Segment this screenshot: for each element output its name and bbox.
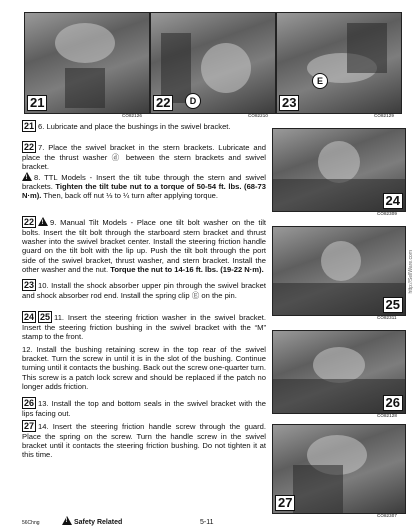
step-7: 22 7. Place the swivel bracket in the stern brackets. Lubricate and place the thrust washer ⓓ between the stern brackets and swivel bracket.: [22, 142, 266, 172]
step-10: 23 10. Install the shock absorber upper pin through the swivel bracket and shock absorber rod end. Install the spring clip Ⓔ on the pin.: [22, 280, 266, 300]
figure-caption: CO82311: [377, 315, 397, 320]
warning-icon: [22, 172, 32, 181]
watermark-url: http://SellWare.com: [408, 250, 414, 294]
figure-number: 23: [279, 95, 299, 111]
step-ref: 22: [24, 217, 35, 227]
callout-e: E: [312, 73, 328, 89]
figure-caption: CO82129: [374, 113, 394, 118]
callout-d: D: [185, 93, 201, 109]
figure-caption: CO82128: [377, 413, 397, 418]
figure-number: 24: [383, 193, 403, 209]
step-ref: 21: [24, 121, 35, 131]
footer-safety: ! Safety Related: [62, 516, 122, 526]
step-ref: 23: [24, 280, 35, 290]
step-ref: 27: [24, 421, 35, 431]
figure-25: [272, 226, 406, 316]
step-ref: 24: [24, 312, 35, 322]
figure-caption: CO82307: [377, 513, 397, 518]
page-number: 5-11: [200, 519, 214, 526]
figure-number: 26: [383, 395, 403, 411]
warning-icon: [38, 217, 48, 226]
step-8: !8. TTL Models - Insert the tilt tube through the stern and swivel brackets. Tighten the tilt tube nut to a torque of 50-54 ft. lbs. (68-73 N·m). Then, back off nut ⅓ to ¼ turn after applying torque.: [22, 172, 266, 201]
figure-26: [272, 330, 406, 414]
step-13: 26 13. Install the top and bottom seals in the swivel bracket with the lips facing out.: [22, 398, 266, 418]
figure-number: 22: [153, 95, 173, 111]
figure-21: [24, 12, 150, 114]
figure-27: [272, 424, 406, 514]
figure-caption: CO82309: [377, 211, 397, 216]
figure-caption: CO82126: [122, 113, 142, 118]
figure-24: [272, 128, 406, 212]
step-9: 22! 9. Manual Tilt Models - Place one tilt bolt washer on the tilt bolts. Insert the tilt bolt through the starboard stern bracket and thrust washer into the swivel bracket center. Install the steering friction handle guard on the tilt bolt with the lip up. Push the tilt bolt through the port side of the swivel bracket, thrust washer, and stern bracket. Install the other washer and the nut. Torque the nut to 14-16 ft. lbs. (19-22 N·m).: [22, 216, 266, 274]
footer-code: 56Chng: [22, 520, 40, 526]
step-14: 27 14. Insert the steering friction handle screw through the guard. Place the spring on the screw. Turn the handle screw in the swivel bracket until it contacts the steering friction bushing. Do not tighten it at this time.: [22, 421, 266, 460]
figure-number: 27: [275, 495, 295, 511]
figure-23: [276, 12, 402, 114]
figure-caption: CO82210: [248, 113, 268, 118]
step-ref: 26: [24, 398, 35, 408]
figure-number: 21: [27, 95, 47, 111]
figure-number: 25: [383, 297, 403, 313]
step-12: 12. Install the bushing retaining screw in the top rear of the swivel bracket. Turn the screw in until it is in the slot of the bushing. Continue turning until it contacts the bushing. Back out the screw one-quarter turn. This screw is a patch lock screw and should be replaced if the patch no longer adds friction.: [22, 345, 266, 391]
step-11: 24 25 11. Insert the steering friction washer in the swivel bracket. Insert the steering friction bushing in the swivel bracket with the “M” stamp to the front.: [22, 312, 266, 342]
step-ref: 25: [40, 312, 51, 322]
step-ref: 22: [24, 142, 35, 152]
warning-icon: [62, 516, 72, 525]
figure-22: [150, 12, 276, 114]
step-6: 21 6. Lubricate and place the bushings in the swivel bracket.: [24, 121, 231, 131]
